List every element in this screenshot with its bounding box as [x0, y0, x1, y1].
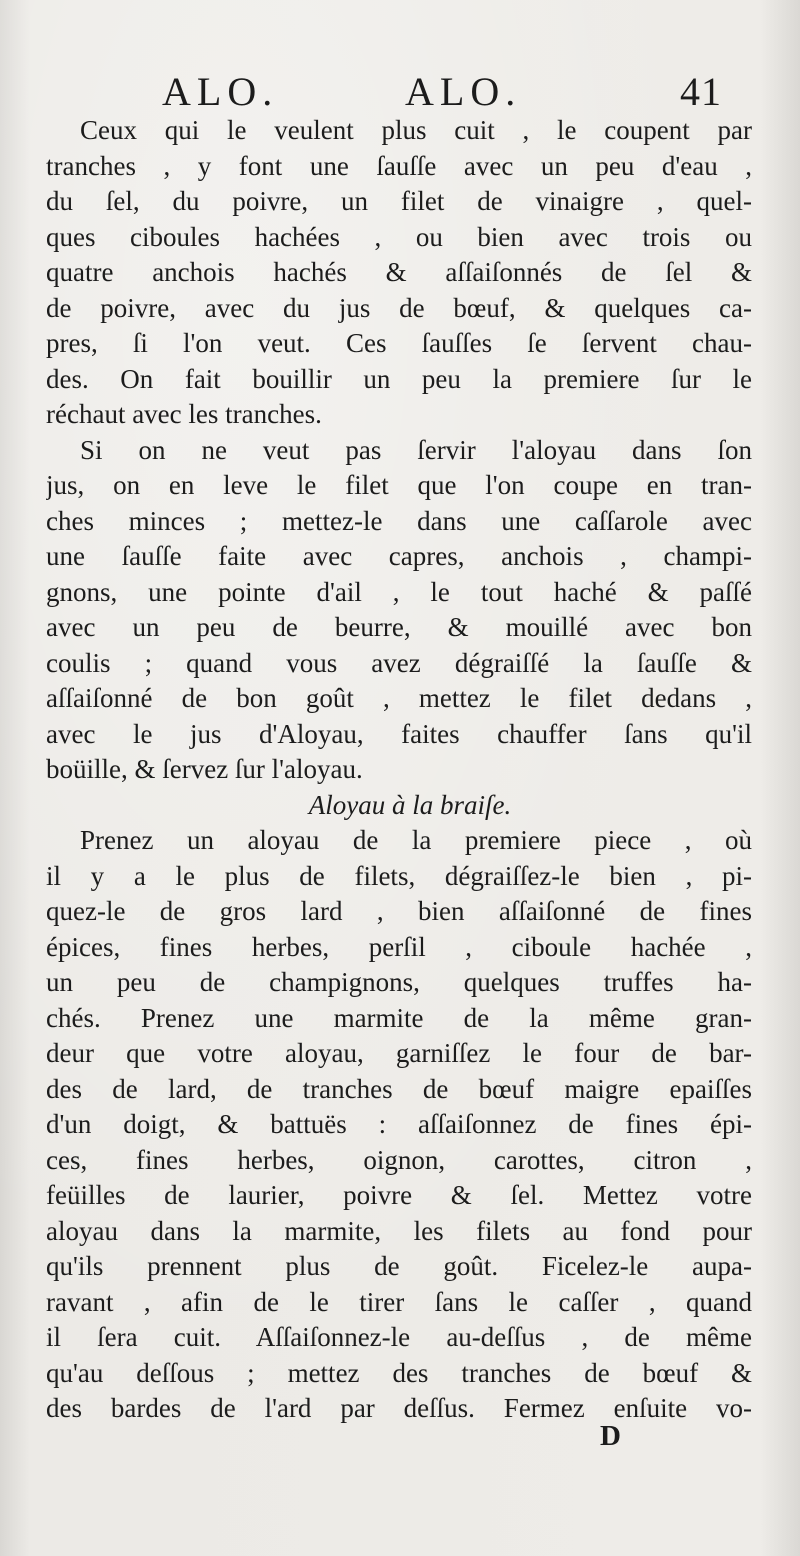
- page-number: 41: [680, 69, 722, 114]
- text-line: épices, fines herbes, perſil , ciboule hachée ,: [46, 931, 752, 962]
- text-line: ches minces ; mettez-le dans une caſſarole avec: [46, 505, 752, 536]
- text-line: jus, on en leve le filet que l'on coupe en tran-: [46, 470, 752, 500]
- text-line: tranches , y font une ſauſſe avec un peu d'eau ,: [46, 150, 752, 181]
- text-line: aloyau dans la marmite, les filets au fond pour: [46, 1215, 752, 1246]
- paragraph-2: [46, 433, 752, 788]
- text-line: boüille, & ſervez ſur l'aloyau.: [46, 754, 363, 784]
- text-line: quatre anchois hachés & aſſaiſonnés de ſel &: [46, 257, 752, 287]
- text-line: des. On fait bouillir un peu la premiere ſur le: [46, 363, 752, 394]
- paragraph-1: [46, 113, 752, 433]
- text-line: un peu de champignons, quelques truffes ha-: [46, 967, 752, 997]
- text-line: Prenez un aloyau de la premiere piece , où: [80, 825, 752, 855]
- text-line: de poivre, avec du jus de bœuf, & quelques ca-: [46, 292, 752, 323]
- text-line: pres, ſi l'on veut. Ces ſauſſes ſe ſervent chau-: [46, 328, 752, 358]
- signature-mark: D: [600, 1420, 621, 1452]
- running-header: [0, 68, 800, 112]
- section-subheading: Aloyau à la braiſe.: [308, 789, 512, 820]
- text-line: du ſel, du poivre, un filet de vinaigre , quel-: [46, 186, 752, 216]
- text-line: chés. Prenez une marmite de la même gran-: [46, 1002, 752, 1033]
- text-line: une ſauſſe faite avec capres, anchois , champi-: [46, 541, 752, 571]
- paragraph-3: [46, 823, 752, 1427]
- text-line: il ſera cuit. Aſſaiſonnez-le au-deſſus , de même: [46, 1322, 752, 1352]
- text-line: qu'ils prennent plus de goût. Ficelez-le aupa-: [46, 1251, 752, 1281]
- text-line: Ceux qui le veulent plus cuit , le coupent par: [80, 115, 752, 145]
- text-line: avec le jus d'Aloyau, faites chauffer ſans qu'il: [46, 718, 752, 749]
- text-line: d'un doigt, & battuës : aſſaiſonnez de fines épi-: [46, 1109, 752, 1139]
- text-line: aſſaiſonné de bon goût , mettez le filet dedans ,: [46, 683, 752, 713]
- text-line: ravant , afin de le tirer ſans le caſſer , quand: [46, 1286, 752, 1317]
- text-line: il y a le plus de filets, dégraiſſez-le bien , pi-: [46, 860, 752, 891]
- text-line: feüilles de laurier, poivre & ſel. Mettez votre: [46, 1180, 752, 1210]
- header-left-title: ALO.: [162, 69, 279, 114]
- text-line: quez-le de gros lard , bien aſſaiſonné de fines: [46, 896, 752, 926]
- text-line: des bardes de l'ard par deſſus. Fermez enſuite vo-: [46, 1393, 752, 1423]
- header-center-title: ALO.: [405, 69, 522, 114]
- text-line: ces, fines herbes, oignon, carottes, citron ,: [46, 1144, 752, 1175]
- text-line: coulis ; quand vous avez dégraiſſé la ſauſſe &: [46, 647, 752, 678]
- page-body: [46, 113, 752, 1427]
- text-line: deur que votre aloyau, garniſſez le four de bar-: [46, 1038, 752, 1068]
- text-line: avec un peu de beurre, & mouillé avec bon: [46, 612, 752, 642]
- text-line: gnons, une pointe d'ail , le tout haché & paſſé: [46, 576, 752, 607]
- text-line: qu'au deſſous ; mettez des tranches de bœuf &: [46, 1357, 752, 1388]
- text-line: des de lard, de tranches de bœuf maigre epaiſſes: [46, 1073, 752, 1104]
- text-line: réchaut avec les tranches.: [46, 399, 322, 429]
- text-line: Si on ne veut pas ſervir l'aloyau dans ſon: [80, 434, 752, 465]
- text-line: ques ciboules hachées , ou bien avec trois ou: [46, 221, 752, 252]
